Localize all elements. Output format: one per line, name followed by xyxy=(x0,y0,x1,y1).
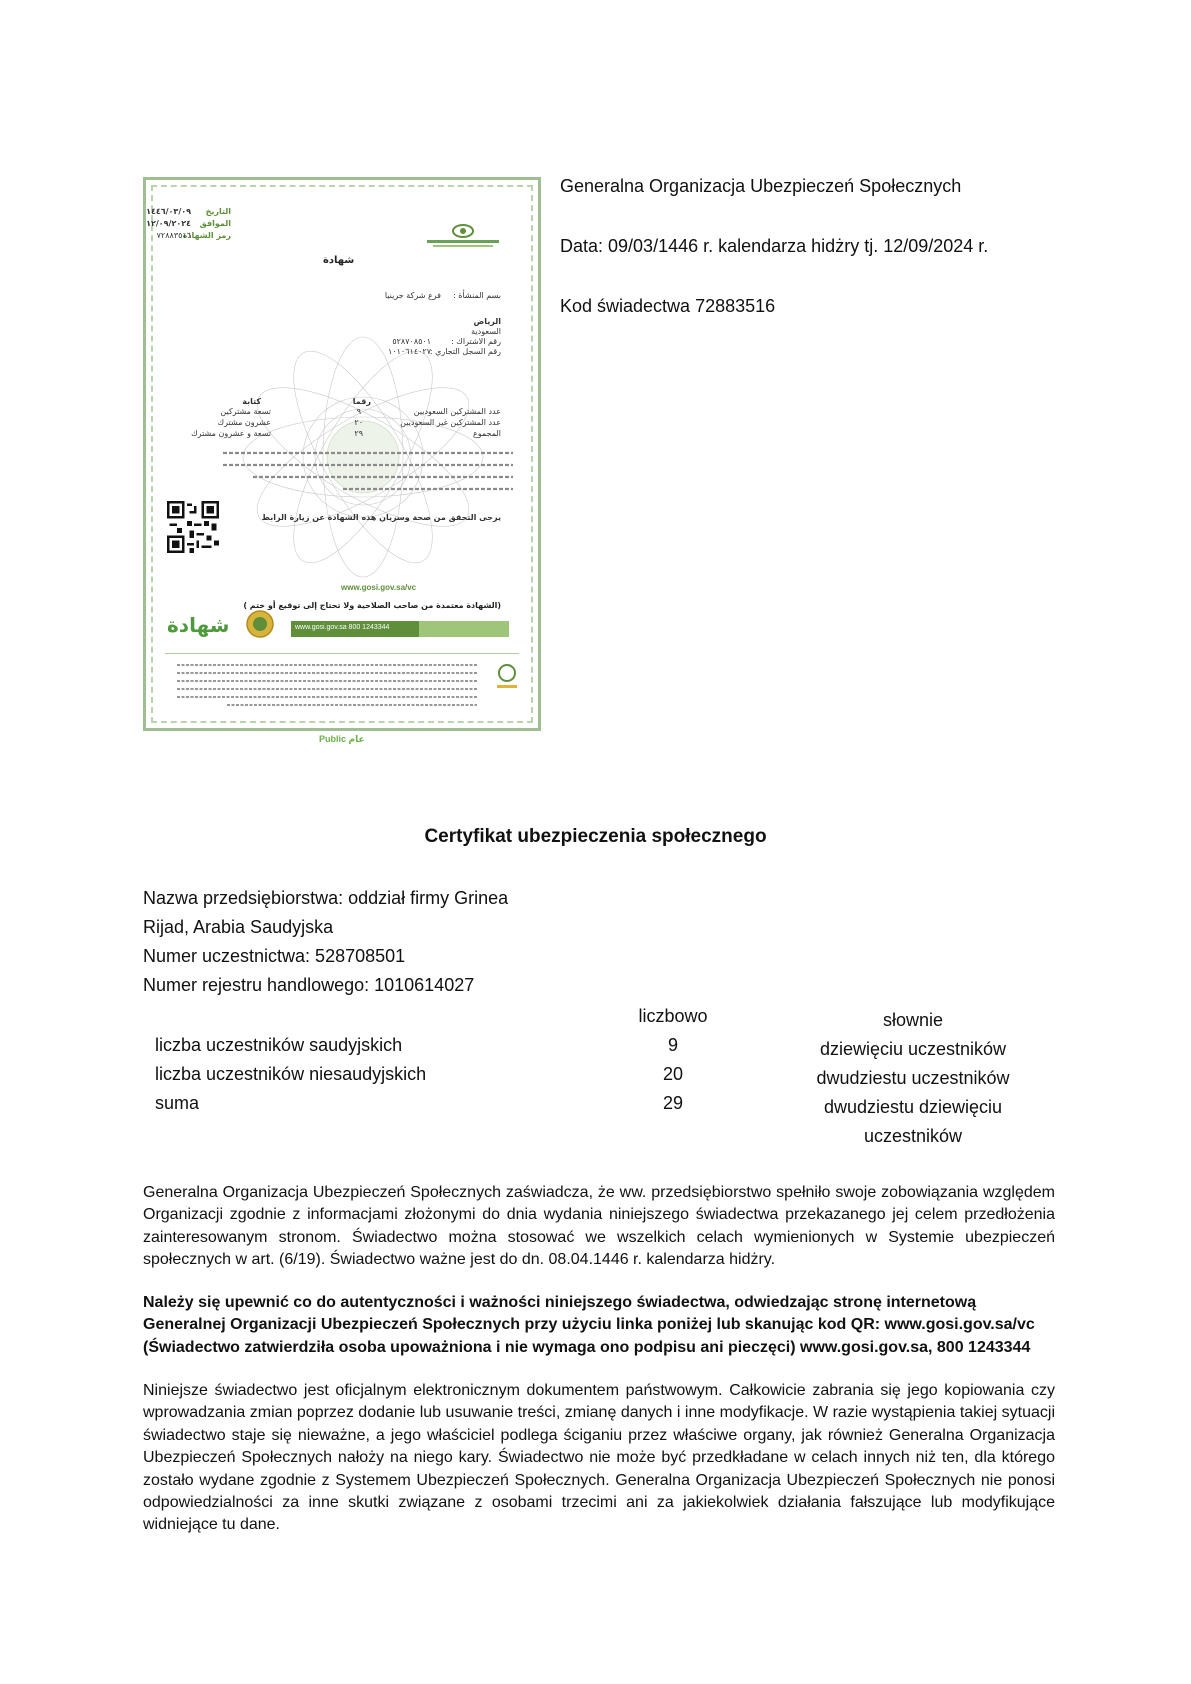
header-date: Data: 09/03/1446 r. kalendarza hidżry tj. 12/09/2024 r. xyxy=(560,236,989,256)
row-number: 9 xyxy=(667,1035,678,1055)
company-name: Nazwa przedsiębiorstwa: oddział firmy Grinea xyxy=(143,888,509,908)
gosi-logo xyxy=(423,223,503,249)
row-label: liczba uczestników saudyjskich xyxy=(155,1035,403,1055)
cert-country: السعودية xyxy=(471,327,501,336)
paragraph-verification: Należy się upewnić co do autentyczności i ważności niniejszego świadectwa, odwiedzając stronę internetową Generalnej Organizacji Ubezpieczeń Społecznych przy użyciu linka poniżej lub skanując kod QR: www.gosi.gov.sa/vc (Świadectwo zatwierdziła osoba upoważniona i nie wymaga ono podpisu ani pieczęci) www.gosi.gov.sa, 800 1243344 xyxy=(143,1294,1035,1356)
cert-date-gregorian: ١٢/٠٩/٢٠٢٤ xyxy=(146,219,191,228)
gold-seal-icon xyxy=(245,609,275,639)
cert-register-label: رقم السجل التجاري : xyxy=(429,347,501,356)
table-row xyxy=(143,1035,1043,1064)
cert-stamp-note: (الشهادة معتمدة من صاحب الصلاحية ولا تحتاج إلى توقيع أو ختم ) xyxy=(243,601,501,610)
cert-participation-label: رقم الاشتراك : xyxy=(451,337,501,346)
cert-corresponding-label: الموافق xyxy=(199,219,231,228)
row-words: dwudziestu dziewięciu uczestników xyxy=(823,1097,1003,1146)
cert-code: ٧٢٨٨٣٥١٦ xyxy=(156,231,191,240)
row-label: liczba uczestników niesaudyjskich xyxy=(155,1064,427,1084)
header-certificate-code: Kod świadectwa 72883516 xyxy=(560,296,776,316)
cert-code-label: رمز الشهادة xyxy=(182,231,231,240)
cert-counts-header-num: رقما xyxy=(352,397,371,406)
cert-website: www.gosi.gov.sa/vc xyxy=(341,583,417,592)
cert-brand: شهادة xyxy=(167,613,230,637)
document-title: Certyfikat ubezpieczenia społecznego xyxy=(424,826,767,847)
row-number: 20 xyxy=(662,1064,684,1084)
column-header-numeric: liczbowo xyxy=(638,1006,708,1026)
table-row xyxy=(143,1093,1043,1146)
paragraph-confirmation: Generalna Organizacja Ubezpieczeń Społecznych zaświadcza, że ww. przedsiębiorstwo spełniło swoje zobowiązania względem Organizacji zgodnie z informacjami złożonymi do dnia wydania niniejszego świadectwa przekazanego jej celem przedłożenia zainteresowanym stronom. Świadectwo można stosować we wszelkich celach wymienionych w Systemie ubezpieczeń społecznych w art. (6/19). Świadectwo ważne jest do dn. 08.04.1446 r. kalendarza hidżry. xyxy=(143,1184,1055,1269)
cert-contact-bar-accent xyxy=(419,621,509,637)
paragraph-legal-notice: Niniejsze świadectwo jest oficjalnym elektronicznym dokumentem państwowym. Całkowicie zabrania się jego kopiowania czy wprowadzania zmian poprzez dodanie lub usuwanie treści, zmianę danych i inne modyfikacje. W razie wystąpienia takiej sytuacji świadectwo staje się nieważne, a jego właściciel podlega ściganiu przez właściwe organy, jak również Generalna Organizacja Ubezpieczeń Społecznych nałoży na niego kary. Świadectwo nie może być przedkładane w celach innych niż ten, dla którego zostało wydane zgodnie z Systemem Ubezpieczeń Społecznych. Generalna Organizacja Ubezpieczeń Społecznych nie ponosi odpowiedzialności za inne skutki związane z osobami trzecimi ani za jakiekolwiek działania fałszujące lub modyfikujące widniejące tu dane. xyxy=(143,1382,1055,1534)
public-classification-label: Public عام xyxy=(319,734,365,744)
header-organization: Generalna Organizacja Ubezpieczeń Społecznych xyxy=(560,176,962,196)
cert-facility-label: بسم المنشأة : xyxy=(453,291,501,300)
row-label: suma xyxy=(155,1093,200,1113)
cert-city: الرياض xyxy=(473,317,501,326)
cert-verify-line: يرجى التحقق من صحة وسريان هذه الشهادة عن زيارة الرابط xyxy=(261,513,501,522)
company-location: Rijad, Arabia Saudyjska xyxy=(143,917,334,937)
cert-row1-num: ٩ xyxy=(356,407,361,416)
original-certificate-image xyxy=(143,177,541,731)
certificate-border xyxy=(146,185,533,723)
cert-footer-separator xyxy=(165,653,519,654)
row-number: 29 xyxy=(662,1093,684,1113)
cert-body-text-lines xyxy=(223,449,513,509)
row-words: dziewięciu uczestników xyxy=(819,1039,1007,1059)
cert-row3-label: المجموع xyxy=(473,429,501,438)
participants-table xyxy=(143,1006,1043,1146)
cert-row1-label: عدد المشتركين السعوديين xyxy=(413,407,501,416)
qr-code-icon xyxy=(167,501,219,553)
cert-row2-label: عدد المشتركين غير السعوديين xyxy=(400,418,501,427)
cert-date-label: التاريخ xyxy=(205,207,231,216)
cert-row3-words: تسعة و عشرون مشترك xyxy=(191,429,271,438)
cert-date-hijri: ١٤٤٦/٠٣/٠٩ xyxy=(146,207,191,216)
cert-row2-words: عشرون مشترك xyxy=(217,418,271,427)
row-words: dwudziestu uczestników xyxy=(816,1068,1010,1088)
table-header-row xyxy=(143,1006,1043,1035)
cert-row3-num: ٢٩ xyxy=(354,429,363,438)
cert-counts-header-words: كتابة xyxy=(242,397,261,406)
cert-contact-bar xyxy=(291,621,509,637)
cert-row2-num: ٢٠ xyxy=(354,418,363,427)
company-register-number: Numer rejestru handlowego: 1010614027 xyxy=(143,975,475,995)
cert-row1-words: تسعة مشتركين xyxy=(220,407,271,416)
cert-register: ١٠١٠٦١٤٠٢٧ xyxy=(388,347,431,356)
sehha-brand-logo xyxy=(167,607,279,641)
table-row xyxy=(143,1064,1043,1093)
company-participation-number: Numer uczestnictwa: 528708501 xyxy=(143,946,406,966)
column-header-words: słownie xyxy=(882,1010,944,1030)
cert-arabic-title: شهادة xyxy=(323,255,355,266)
cert-bar-text: www.gosi.gov.sa 800 1243344 xyxy=(295,624,390,631)
cert-footer-fine-print xyxy=(167,661,537,721)
cert-facility: فرع شركة جرينيا xyxy=(384,291,441,300)
cert-participation: ٥٢٨٧٠٨٥٠١ xyxy=(392,337,431,346)
